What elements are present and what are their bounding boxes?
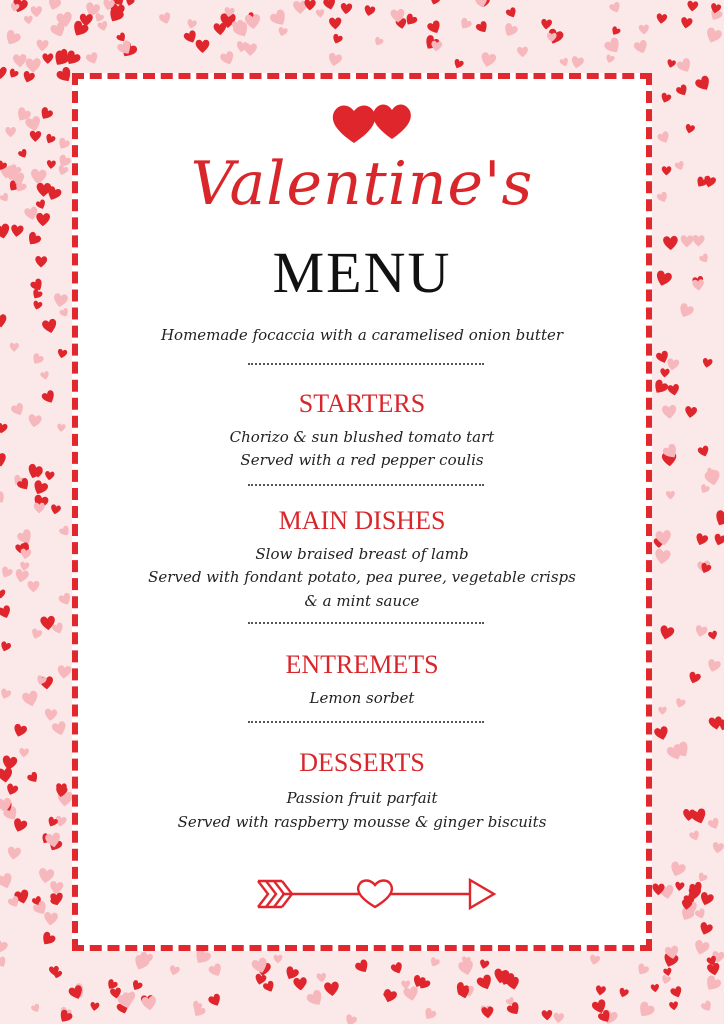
confetti-heart	[669, 1001, 679, 1011]
confetti-heart	[125, 0, 135, 7]
confetti-heart	[269, 8, 290, 29]
confetti-heart	[610, 26, 621, 37]
confetti-heart	[12, 723, 28, 738]
confetti-heart	[0, 688, 12, 701]
confetti-heart	[712, 842, 724, 855]
confetti-heart	[25, 58, 40, 73]
confetti-heart	[46, 0, 62, 12]
confetti-heart	[401, 980, 410, 989]
confetti-heart	[41, 318, 58, 334]
confetti-heart	[703, 974, 723, 994]
confetti-heart	[0, 872, 14, 891]
confetti-heart	[663, 236, 678, 251]
confetti-heart	[141, 996, 157, 1012]
confetti-heart	[699, 483, 711, 495]
confetti-heart	[698, 253, 710, 265]
confetti-heart	[712, 509, 724, 529]
confetti-heart	[0, 422, 8, 434]
confetti-heart	[363, 5, 376, 18]
confetti-heart	[0, 767, 13, 783]
confetti-heart	[553, 1012, 564, 1023]
confetti-heart	[541, 1010, 552, 1021]
confetti-heart	[475, 20, 490, 35]
confetti-heart	[693, 939, 711, 956]
confetti-heart	[505, 6, 518, 19]
confetti-heart	[10, 224, 24, 237]
confetti-heart	[31, 479, 49, 497]
confetti-heart	[608, 1, 622, 14]
confetti-heart	[26, 463, 44, 480]
confetti-heart	[0, 192, 11, 204]
confetti-heart	[694, 74, 713, 93]
desserts-line-2: Served with raspberry mousse & ginger biscuits	[177, 813, 547, 831]
confetti-heart	[656, 191, 669, 204]
confetti-heart	[5, 127, 16, 137]
confetti-heart	[49, 881, 64, 895]
desserts-line-1: Passion fruit parfait	[286, 789, 438, 807]
divider	[248, 363, 484, 365]
confetti-heart	[0, 641, 12, 653]
confetti-heart	[262, 980, 276, 994]
confetti-heart	[208, 962, 224, 978]
confetti-heart	[639, 24, 650, 34]
confetti-heart	[53, 293, 69, 308]
confetti-heart	[633, 39, 650, 55]
confetti-heart	[36, 213, 50, 227]
starters-line-2: Served with a red pepper coulis	[240, 451, 484, 469]
confetti-heart	[13, 54, 27, 68]
confetti-heart	[694, 908, 707, 921]
confetti-heart	[452, 58, 464, 70]
confetti-heart	[130, 979, 143, 992]
confetti-heart	[666, 491, 675, 500]
confetti-heart	[694, 532, 709, 547]
confetti-heart	[331, 33, 343, 45]
confetti-heart	[422, 1007, 437, 1022]
divider	[248, 721, 484, 723]
confetti-heart	[0, 956, 8, 969]
confetti-heart	[293, 977, 307, 991]
confetti-heart	[667, 384, 680, 397]
confetti-heart	[698, 891, 714, 907]
confetti-heart	[698, 921, 714, 936]
intro-text: Homemade focaccia with a caramelised onion butter	[160, 326, 564, 344]
confetti-heart	[674, 698, 686, 710]
confetti-heart	[46, 160, 56, 169]
confetti-heart	[595, 985, 606, 996]
confetti-heart	[426, 19, 443, 35]
confetti-heart	[635, 962, 650, 977]
confetti-heart	[168, 965, 180, 977]
confetti-heart	[680, 235, 693, 248]
confetti-heart	[50, 504, 62, 515]
confetti-heart	[668, 860, 687, 878]
confetti-heart	[7, 846, 22, 861]
confetti-heart	[30, 131, 42, 142]
confetti-heart	[381, 988, 397, 1004]
confetti-heart	[21, 690, 40, 708]
confetti-heart	[0, 452, 8, 468]
confetti-heart	[676, 57, 694, 75]
confetti-heart	[42, 53, 53, 64]
confetti-heart	[694, 624, 708, 638]
confetti-heart	[3, 29, 22, 48]
confetti-heart	[43, 912, 58, 926]
confetti-heart	[40, 371, 50, 381]
confetti-heart	[605, 54, 616, 64]
menu-card	[72, 73, 652, 951]
confetti-heart	[57, 423, 66, 432]
confetti-heart	[666, 59, 676, 69]
confetti-heart	[706, 962, 721, 976]
confetti-heart	[186, 19, 197, 30]
confetti-heart	[58, 592, 74, 607]
confetti-heart	[38, 106, 54, 122]
confetti-heart	[7, 68, 19, 80]
confetti-heart	[327, 52, 343, 67]
confetti-heart	[36, 39, 49, 51]
confetti-heart	[517, 47, 528, 58]
confetti-heart	[51, 720, 68, 737]
confetti-heart	[429, 956, 441, 968]
confetti-heart	[20, 548, 32, 560]
confetti-heart	[479, 959, 490, 970]
confetti-heart	[26, 771, 40, 785]
confetti-heart	[30, 169, 47, 185]
confetti-heart	[35, 256, 47, 268]
confetti-heart	[324, 981, 340, 996]
confetti-heart	[692, 235, 704, 247]
confetti-heart	[0, 314, 8, 329]
confetti-heart	[559, 57, 570, 67]
confetti-heart	[675, 83, 689, 97]
confetti-heart	[273, 955, 282, 964]
confetti-heart	[0, 490, 7, 506]
confetti-heart	[661, 974, 672, 985]
confetti-heart	[670, 985, 684, 999]
confetti-heart	[702, 358, 713, 369]
title-menu: MENU	[272, 240, 452, 305]
confetti-heart	[10, 402, 26, 418]
confetti-heart	[97, 20, 109, 32]
confetti-heart	[329, 17, 342, 29]
confetti-heart	[35, 199, 47, 211]
confetti-heart	[502, 22, 519, 39]
confetti-heart	[662, 166, 672, 175]
confetti-heart	[707, 817, 721, 831]
confetti-heart	[687, 671, 702, 685]
confetti-heart	[323, 0, 337, 11]
confetti-heart	[712, 533, 724, 547]
confetti-heart	[31, 6, 43, 17]
section-heading-desserts: DESSERTS	[299, 748, 425, 777]
confetti-heart	[658, 625, 675, 641]
starters-line-1: Chorizo & sun blushed tomato tart	[229, 428, 495, 446]
confetti-heart	[90, 1002, 100, 1012]
confetti-heart	[340, 3, 352, 15]
main-line-2: Served with fondant potato, pea puree, vegetable crisps	[148, 568, 576, 586]
confetti-heart	[58, 525, 72, 539]
confetti-heart	[541, 19, 553, 30]
confetti-heart	[651, 378, 669, 396]
confetti-heart	[57, 665, 72, 680]
confetti-heart	[0, 223, 11, 240]
confetti-heart	[27, 581, 39, 593]
confetti-heart	[354, 958, 371, 975]
confetti-heart	[589, 954, 601, 966]
confetti-heart	[0, 605, 13, 621]
confetti-heart	[684, 123, 695, 134]
confetti-heart	[373, 36, 384, 47]
confetti-heart	[390, 961, 405, 975]
confetti-heart	[11, 817, 28, 834]
section-heading-entremets: ENTREMETS	[285, 650, 439, 679]
confetti-heart	[44, 708, 58, 721]
confetti-heart	[316, 9, 325, 18]
confetti-heart	[39, 931, 57, 948]
confetti-heart	[656, 130, 671, 145]
confetti-heart	[658, 707, 667, 715]
confetti-heart	[684, 406, 697, 419]
confetti-heart	[636, 1000, 657, 1020]
arrow-heart-icon	[254, 874, 498, 914]
confetti-heart	[687, 1, 699, 12]
entremets-line-1: Lemon sorbet	[309, 689, 415, 707]
section-heading-main-dishes: MAIN DISHES	[278, 506, 446, 535]
hearts-icon	[330, 101, 420, 145]
confetti-heart	[5, 783, 19, 797]
main-line-3: & a mint sauce	[304, 592, 420, 610]
confetti-heart	[207, 993, 223, 1008]
main-line-1: Slow braised breast of lamb	[255, 545, 469, 563]
confetti-heart	[56, 154, 72, 170]
confetti-heart	[41, 389, 58, 405]
confetti-heart	[27, 414, 42, 429]
confetti-heart	[0, 590, 5, 599]
confetti-heart	[457, 959, 475, 976]
confetti-heart	[85, 51, 100, 66]
confetti-heart	[57, 164, 69, 176]
confetti-heart	[656, 13, 668, 24]
confetti-heart	[603, 36, 623, 56]
confetti-heart	[429, 0, 441, 6]
confetti-heart	[304, 0, 316, 11]
confetti-heart	[654, 548, 671, 565]
confetti-heart	[700, 1000, 714, 1014]
confetti-heart	[704, 26, 723, 45]
confetti-heart	[17, 148, 29, 159]
divider	[248, 484, 484, 486]
confetti-heart	[0, 566, 14, 580]
confetti-heart	[697, 445, 710, 458]
confetti-heart	[570, 55, 584, 69]
confetti-heart	[706, 658, 722, 673]
confetti-heart	[677, 302, 695, 320]
confetti-heart	[30, 628, 43, 641]
confetti-heart	[24, 15, 34, 24]
confetti-heart	[316, 973, 326, 983]
confetti-heart	[704, 470, 722, 487]
confetti-heart	[0, 67, 7, 79]
confetti-heart	[44, 133, 56, 145]
confetti-heart	[689, 830, 701, 842]
confetti-heart	[30, 1003, 41, 1014]
confetti-heart	[25, 231, 42, 248]
confetti-heart	[654, 270, 673, 288]
confetti-heart	[219, 50, 236, 67]
confetti-heart	[682, 809, 695, 822]
confetti-heart	[650, 984, 659, 993]
confetti-heart	[618, 987, 630, 998]
confetti-heart	[9, 343, 19, 352]
confetti-heart	[680, 17, 693, 30]
confetti-heart	[662, 405, 677, 420]
confetti-heart	[476, 973, 495, 991]
confetti-heart	[674, 881, 684, 891]
section-heading-starters: STARTERS	[298, 389, 426, 418]
confetti-heart	[674, 160, 685, 171]
confetti-heart	[305, 989, 326, 1009]
confetti-heart	[196, 40, 210, 53]
title-script: Valentine's	[190, 149, 534, 219]
confetti-heart	[344, 1014, 358, 1024]
confetti-heart	[30, 352, 45, 366]
confetti-heart	[660, 368, 670, 378]
confetti-heart	[59, 307, 70, 318]
confetti-heart	[659, 92, 671, 104]
confetti-heart	[56, 137, 71, 152]
confetti-heart	[158, 12, 172, 26]
divider	[248, 622, 484, 624]
confetti-heart	[14, 568, 30, 584]
confetti-heart	[0, 939, 9, 955]
confetti-heart	[653, 725, 670, 741]
confetti-heart	[708, 630, 719, 640]
confetti-heart	[19, 748, 29, 758]
confetti-heart	[44, 471, 54, 481]
confetti-heart	[32, 300, 43, 311]
confetti-heart	[458, 17, 473, 32]
confetti-heart	[277, 26, 288, 37]
confetti-heart	[57, 348, 68, 359]
confetti-heart	[480, 52, 497, 69]
confetti-heart	[30, 288, 43, 301]
